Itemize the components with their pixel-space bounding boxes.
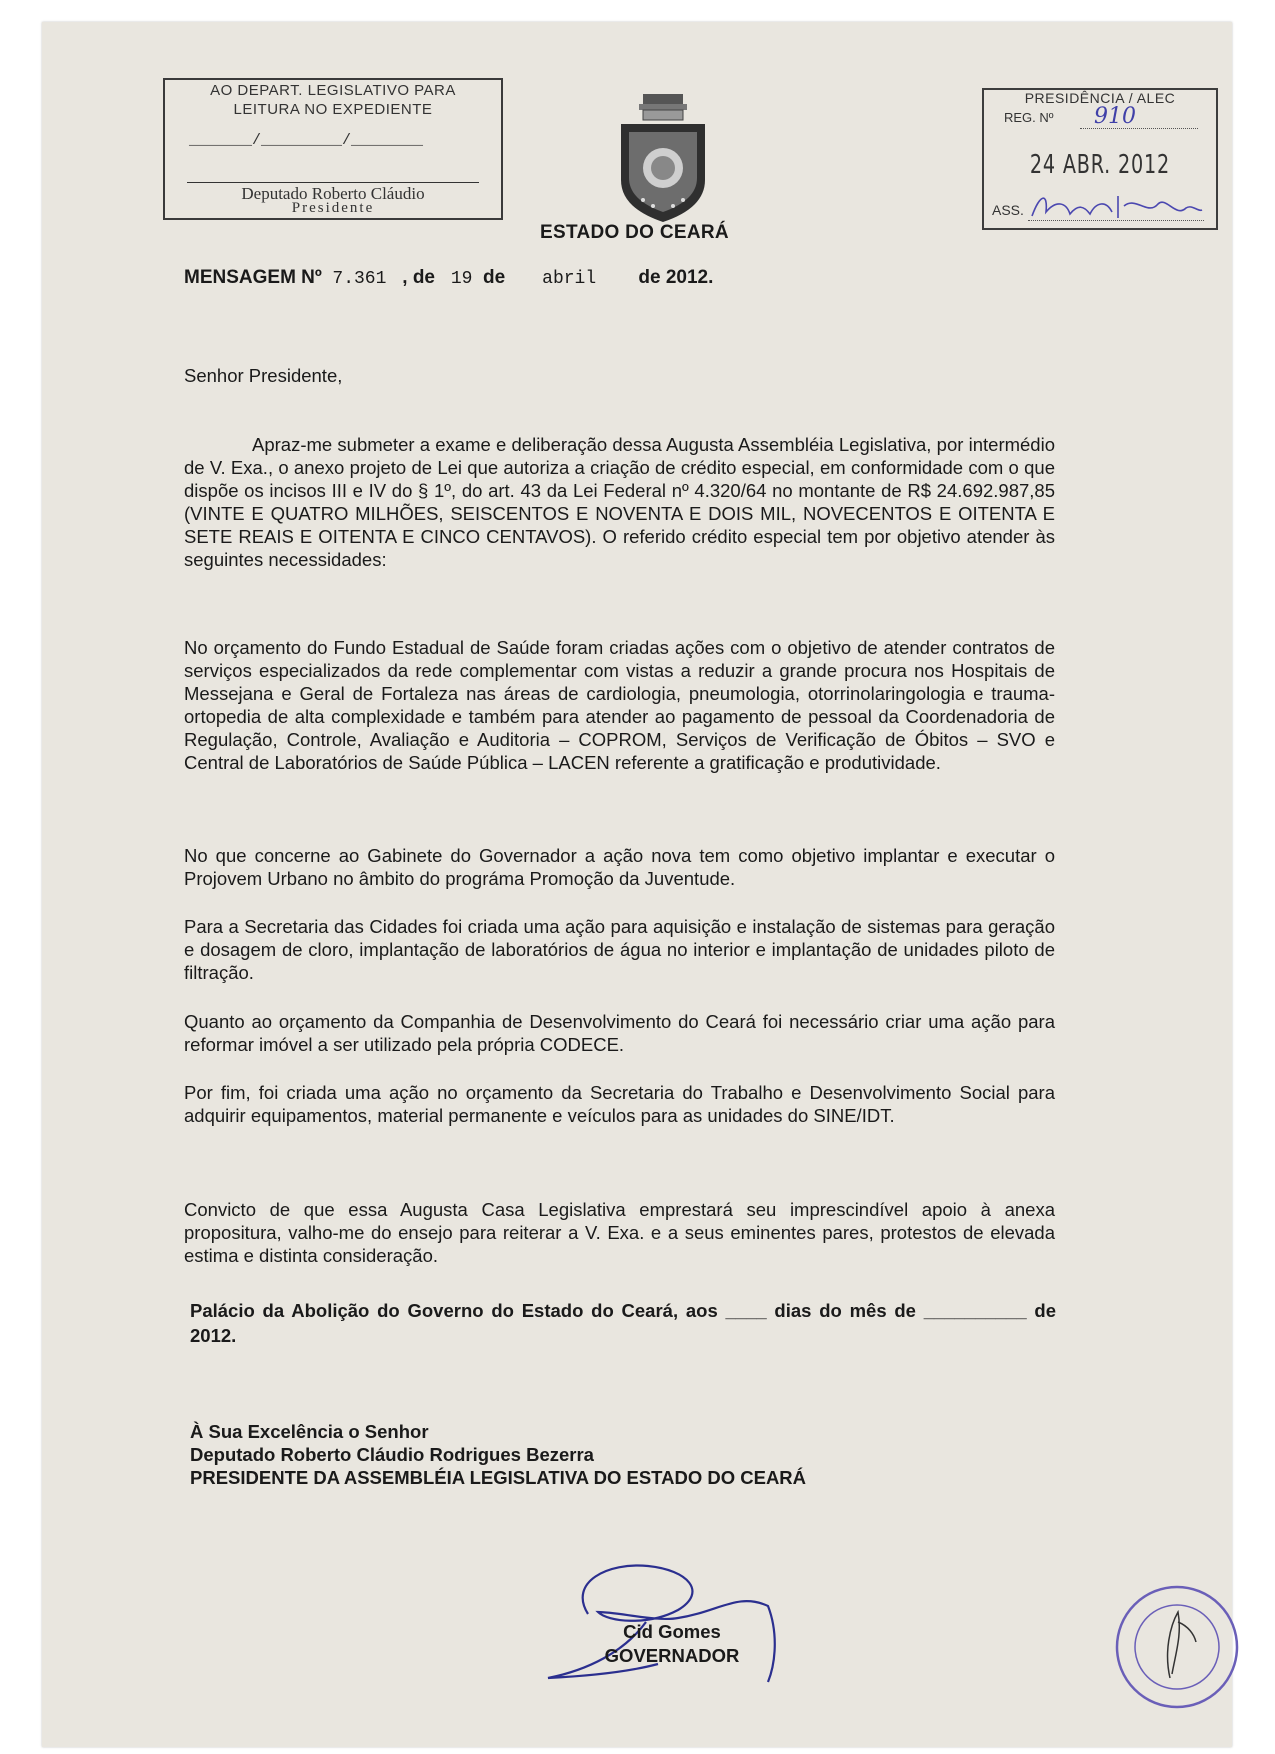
addressee-line-3: PRESIDENTE DA ASSEMBLÉIA LEGISLATIVA DO ESTADO DO CEARÁ bbox=[190, 1467, 807, 1488]
paragraph-cidades: Para a Secretaria das Cidades foi criada uma ação para aquisição e instalação de sistemas para geração e dosagem de cloro, implantação de laboratórios de água no interior e implantação de unidades piloto de filtração. bbox=[184, 916, 1055, 983]
message-de-1: , de bbox=[402, 267, 435, 288]
reg-number: 910 bbox=[1094, 104, 1136, 129]
stamp-role: Presidente bbox=[291, 200, 375, 216]
addressee-block bbox=[190, 1420, 806, 1489]
paragraph-saude: No orçamento do Fundo Estadual de Saúde foram criadas ações com o objetivo de atender contratos de serviços especializados da rede complementar com vistas a reduzir a grande procura nos Hospitais de Messejana e Geral de Fortaleza nas áreas de cardiologia, pneumologia, otorrinolaringologia e trauma-ortopedia de alta complexidade e também para atender ao pagamento de pessoal da Coordenadoria de Regulação, Controle, Avaliação e Auditoria – COPROM, Serviços de Verificação de Óbitos – SVO e Central de Laboratórios de Saúde Pública – LACEN referente a gratificação e produtividade. bbox=[184, 637, 1055, 773]
addressee-line-1: À Sua Excelência o Senhor bbox=[190, 1421, 429, 1442]
stamp-title: PRESIDÊNCIA / ALEC bbox=[1024, 90, 1176, 106]
signer-name: Cid Gomes bbox=[623, 1621, 721, 1642]
paragraph-codece: Quanto ao orçamento da Companhia de Desenvolvimento do Ceará foi necessário criar uma ação para reformar imóvel a ser utilizado pela própria CODECE. bbox=[184, 1011, 1055, 1055]
salutation: Senhor Presidente, bbox=[184, 365, 343, 386]
message-month: abril bbox=[542, 269, 597, 289]
paragraph-intro: Apraz-me submeter a exame e deliberação dessa Augusta Assembléia Legislativa, por intermédio de V. Exa., o anexo projeto de Lei que autoriza a criação de crédito especial, em conformidade com o que dispõe os incisos III e IV do § 1º, do art. 43 da Lei Federal nº 4.320/64 no montante de R$ 24.692.987,85 (VINTE E QUATRO MILHÕES, SEISCENTOS E NOVENTA E DOIS MIL, NOVECENTOS E OITENTA E SETE REAIS E OITENTA E CINCO CENTAVOS). O referido crédito especial tem por objetivo atender às seguintes necessidades: bbox=[184, 434, 1055, 570]
stamp-name: Deputado Roberto Cláudio bbox=[241, 184, 425, 203]
stamp-signature-icon bbox=[1026, 190, 1206, 224]
message-year: de 2012. bbox=[638, 267, 714, 288]
message-de-2: de bbox=[483, 267, 506, 288]
paragraph-trabalho: Por fim, foi criada uma ação no orçamento da Secretaria do Trabalho e Desenvolvimento Social para adquirir equipamentos, material permanente e veículos para as unidades do SINE/IDT. bbox=[184, 1082, 1055, 1126]
coat-of-arms-icon bbox=[613, 90, 713, 226]
message-day: 19 bbox=[450, 269, 473, 289]
closing-place: Palácio da Abolição do Governo do Estado do Ceará, aos ____ dias do mês de __________ de 2012. bbox=[190, 1300, 1056, 1346]
stamp-signature-line bbox=[187, 182, 479, 183]
legislative-stamp bbox=[163, 78, 503, 220]
stamp-line-1: AO DEPART. LEGISLATIVO PARA bbox=[210, 82, 456, 99]
pge-round-stamp-icon bbox=[1112, 1582, 1242, 1712]
registration-stamp bbox=[982, 88, 1218, 230]
message-line bbox=[184, 267, 713, 289]
signer-title: GOVERNADOR bbox=[604, 1645, 740, 1666]
document-page bbox=[42, 22, 1232, 1747]
stamp-date-blank: _______/_________/________ bbox=[189, 132, 424, 149]
paragraph-convicto: Convicto de que essa Augusta Casa Legislativa emprestará seu imprescindível apoio à anexa propositura, valho-me do ensejo para reiterar a V. Exa. e a seus eminentes pares, protestos de elevada estima e distinta consideração. bbox=[184, 1199, 1055, 1266]
stamp-date: 24 ABR. 2012 bbox=[1029, 150, 1171, 180]
paragraph-gabinete: No que concerne ao Gabinete do Governador a ação nova tem como objetivo implantar e executar o Projovem Urbano no âmbito do prográma Promoção da Juventude. bbox=[184, 845, 1055, 889]
state-title: ESTADO DO CEARÁ bbox=[540, 222, 729, 243]
stamp-line-2: LEITURA NO EXPEDIENTE bbox=[233, 101, 433, 118]
reg-underline bbox=[1080, 128, 1198, 129]
message-label: MENSAGEM Nº bbox=[184, 267, 322, 288]
reg-label: REG. Nº bbox=[1004, 110, 1054, 125]
ass-label: ASS. bbox=[992, 202, 1024, 218]
signer-block bbox=[562, 1620, 782, 1668]
addressee-line-2: Deputado Roberto Cláudio Rodrigues Bezerra bbox=[190, 1444, 594, 1465]
message-number: 7.361 bbox=[332, 269, 387, 289]
